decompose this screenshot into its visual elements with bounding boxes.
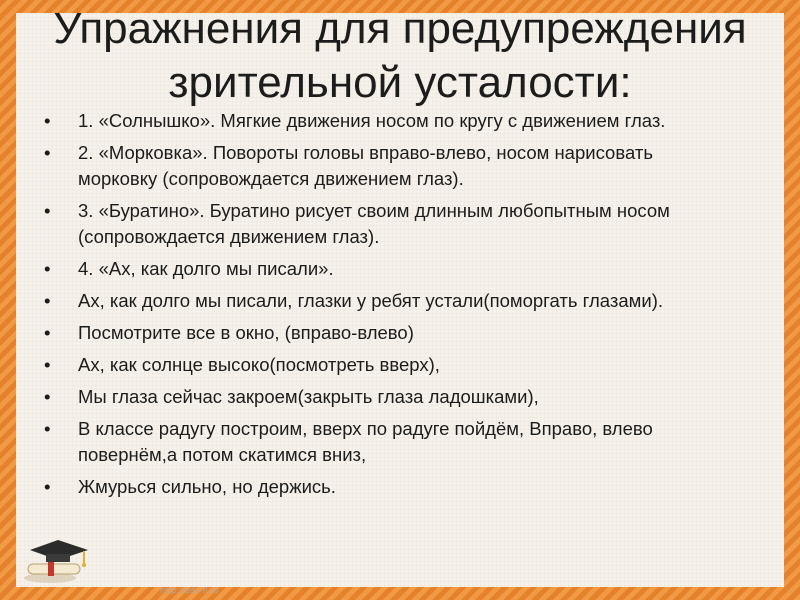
bullet-icon: • [44, 142, 51, 163]
list-item [44, 288, 734, 314]
graduation-scroll-icon [18, 520, 98, 590]
list-item [44, 198, 734, 250]
list-item-text: Мы глаза сейчас закроем(закрыть глаза ладошками), [78, 386, 539, 407]
list-item-text: В классе радугу построим, вверх по радуге пойдём, Вправо, влево повернём,а потом скатимся вниз, [78, 418, 653, 465]
list-item [44, 256, 734, 282]
list-item-text: Посмотрите все в окно, (вправо-влево) [78, 322, 414, 343]
list-item [44, 384, 734, 410]
exercise-list [44, 108, 734, 506]
bullet-icon: • [44, 110, 51, 131]
list-item-text: 3. «Буратино». Буратино рисует своим длинным любопытным носом (сопровождается движением глаз). [78, 200, 732, 247]
list-item [44, 140, 734, 192]
list-item-text: Жмурься сильно, но держись. [78, 476, 336, 497]
list-item [44, 108, 734, 134]
bullet-icon: • [44, 386, 51, 407]
bullet-icon: • [44, 418, 51, 439]
list-item-text: 2. «Морковка». Повороты головы вправо-влево, носом нарисовать морковку (сопровождается движением глаз). [78, 142, 653, 189]
bullet-icon: • [44, 290, 51, 311]
list-item [44, 416, 734, 468]
list-item-text: Ах, как долго мы писали, глазки у ребят устали(поморгать глазами). [78, 290, 663, 311]
bullet-icon: • [44, 322, 51, 343]
bullet-icon: • [44, 258, 51, 279]
list-item-text: 1. «Солнышко». Мягкие движения носом по кругу с движением глаз. [78, 110, 666, 131]
list-item [44, 320, 734, 346]
watermark: http://edu-fl.ru [160, 586, 219, 595]
bullet-icon: • [44, 354, 51, 375]
list-item [44, 474, 734, 500]
list-item-text: 4. «Ах, как долго мы писали». [78, 258, 334, 279]
list-item-text: Ах, как солнце высоко(посмотреть вверх), [78, 354, 440, 375]
title-line-1: Упражнения для предупреждения [53, 4, 747, 53]
slide-title [16, 2, 784, 110]
title-line-2: зрительной усталости: [168, 58, 632, 107]
list-item [44, 352, 734, 378]
bullet-icon: • [44, 476, 51, 497]
bullet-icon: • [44, 200, 51, 221]
